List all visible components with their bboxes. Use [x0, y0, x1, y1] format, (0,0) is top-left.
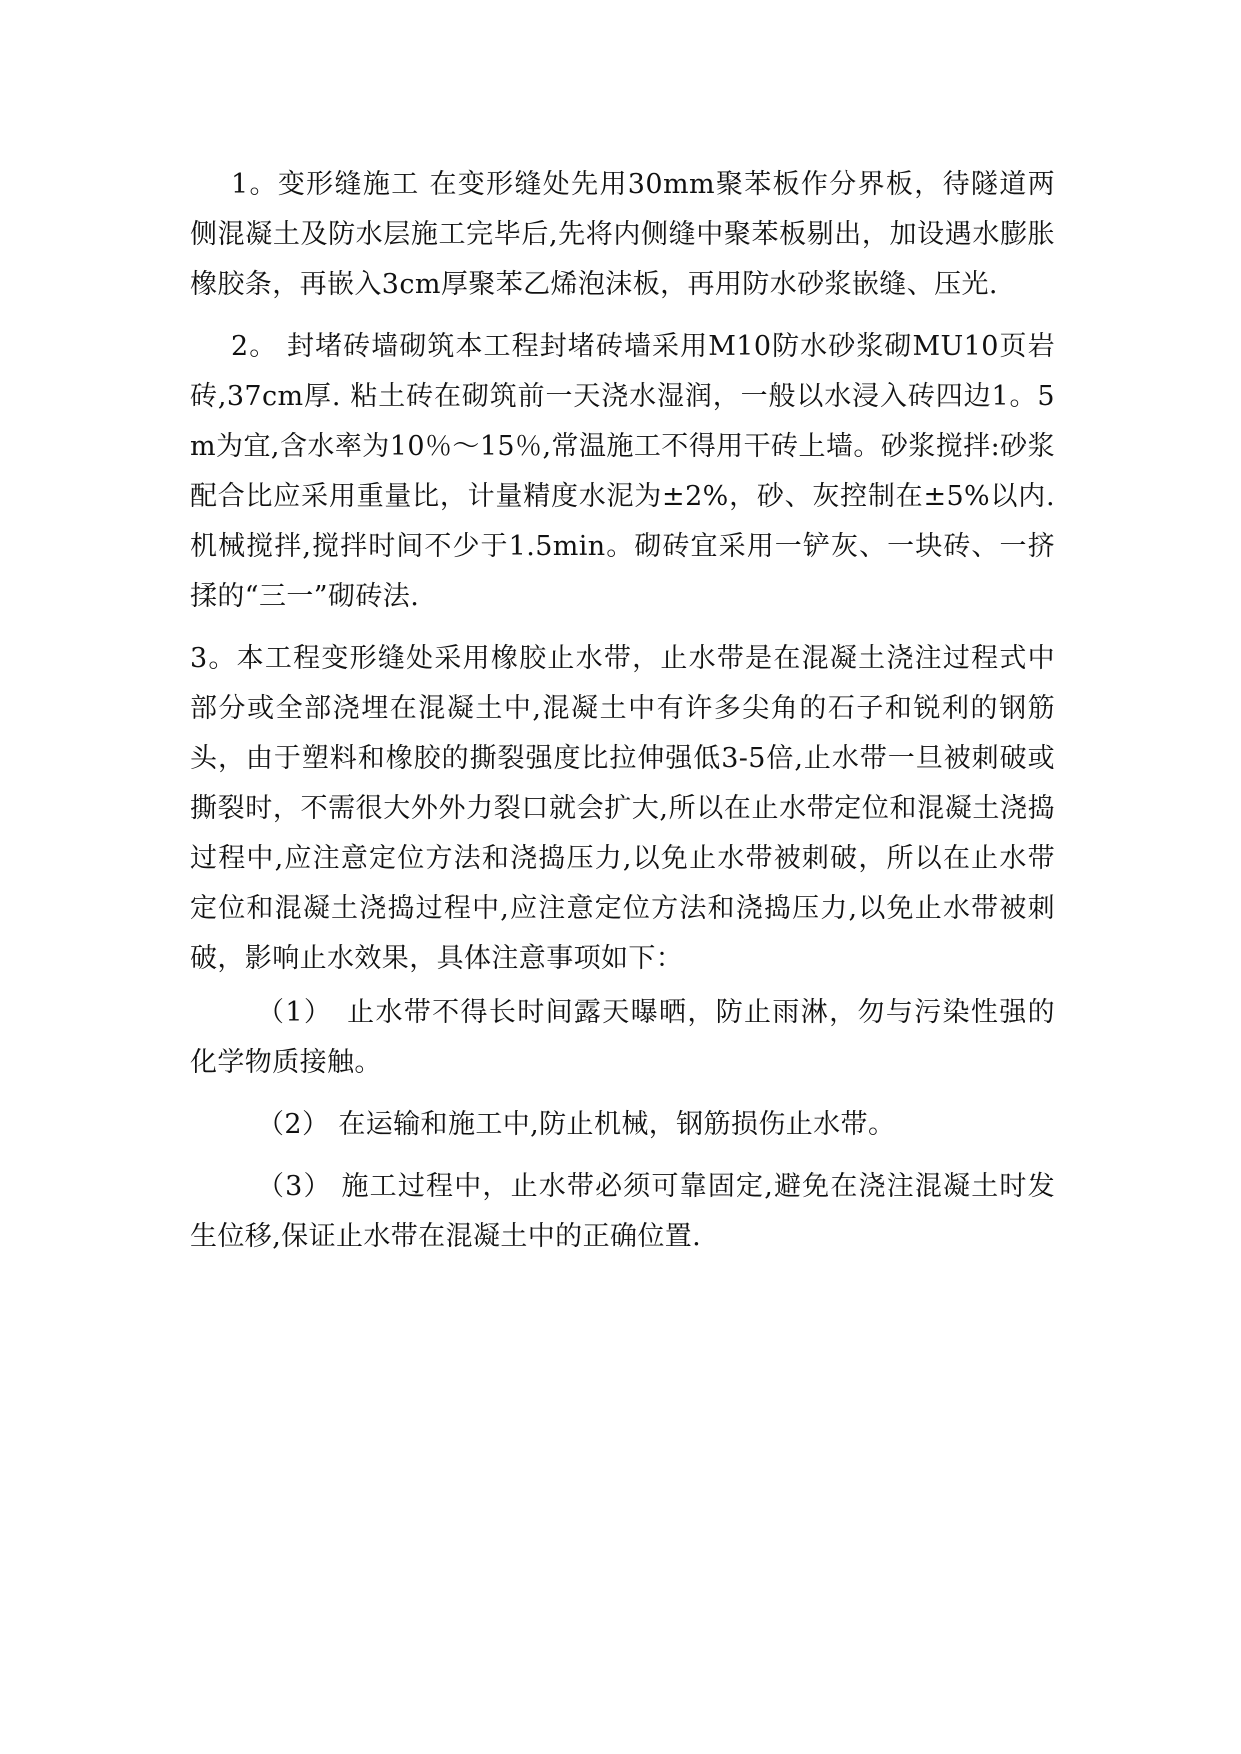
- paragraph-deformation-joint: 1。变形缝施工 在变形缝处先用30mm聚苯板作分界板，待隧道两侧混凝土及防水层施工完毕后,先将内侧缝中聚苯板剔出，加设遇水膨胀橡胶条，再嵌入3cm厚聚苯乙烯泡沫板，再用防水砂浆嵌缝、压光.: [190, 169, 1055, 300]
- list-item-1: （1） 止水带不得长时间露天曝晒，防止雨淋，勿与污染性强的化学物质接触。: [190, 997, 1055, 1078]
- list-item-3: （3） 施工过程中，止水带必须可靠固定,避免在浇注混凝土时发生位移,保证止水带在混凝土中的正确位置.: [190, 1171, 1055, 1252]
- paragraph-waterstop: 3。本工程变形缝处采用橡胶止水带，止水带是在混凝土浇注过程式中部分或全部浇埋在混凝土中,混凝土中有许多尖角的石子和锐利的钢筋头，由于塑料和橡胶的撕裂强度比拉伸强低3-5倍,止水带一旦被刺破或撕裂时，不需很大外外力裂口就会扩大,所以在止水带定位和混凝土浇捣过程中,应注意定位方法和浇捣压力,以免止水带被刺破，所以在止水带定位和混凝土浇捣过程中,应注意定位方法和浇捣压力,以免止水带被刺破，影响止水效果，具体注意事项如下：: [190, 643, 1055, 974]
- document-body: [190, 160, 1055, 1274]
- list-item-2: （2） 在运输和施工中,防止机械，钢筋损伤止水带。: [257, 1109, 896, 1140]
- paragraph-brick-wall: 2。 封堵砖墙砌筑本工程封堵砖墙采用M10防水砂浆砌MU10页岩砖,37cm厚. 粘土砖在砌筑前一天浇水湿润，一般以水浸入砖四边1。5m为宜,含水率为10％～15％,常温施工不得用干砖上墙。砂浆搅拌:砂浆配合比应采用重量比，计量精度水泥为±2%，砂、灰控制在±5%以内.机械搅拌,搅拌时间不少于1.5min。砌砖宜采用一铲灰、一块砖、一挤揉的“三一”砌砖法.: [190, 331, 1055, 612]
